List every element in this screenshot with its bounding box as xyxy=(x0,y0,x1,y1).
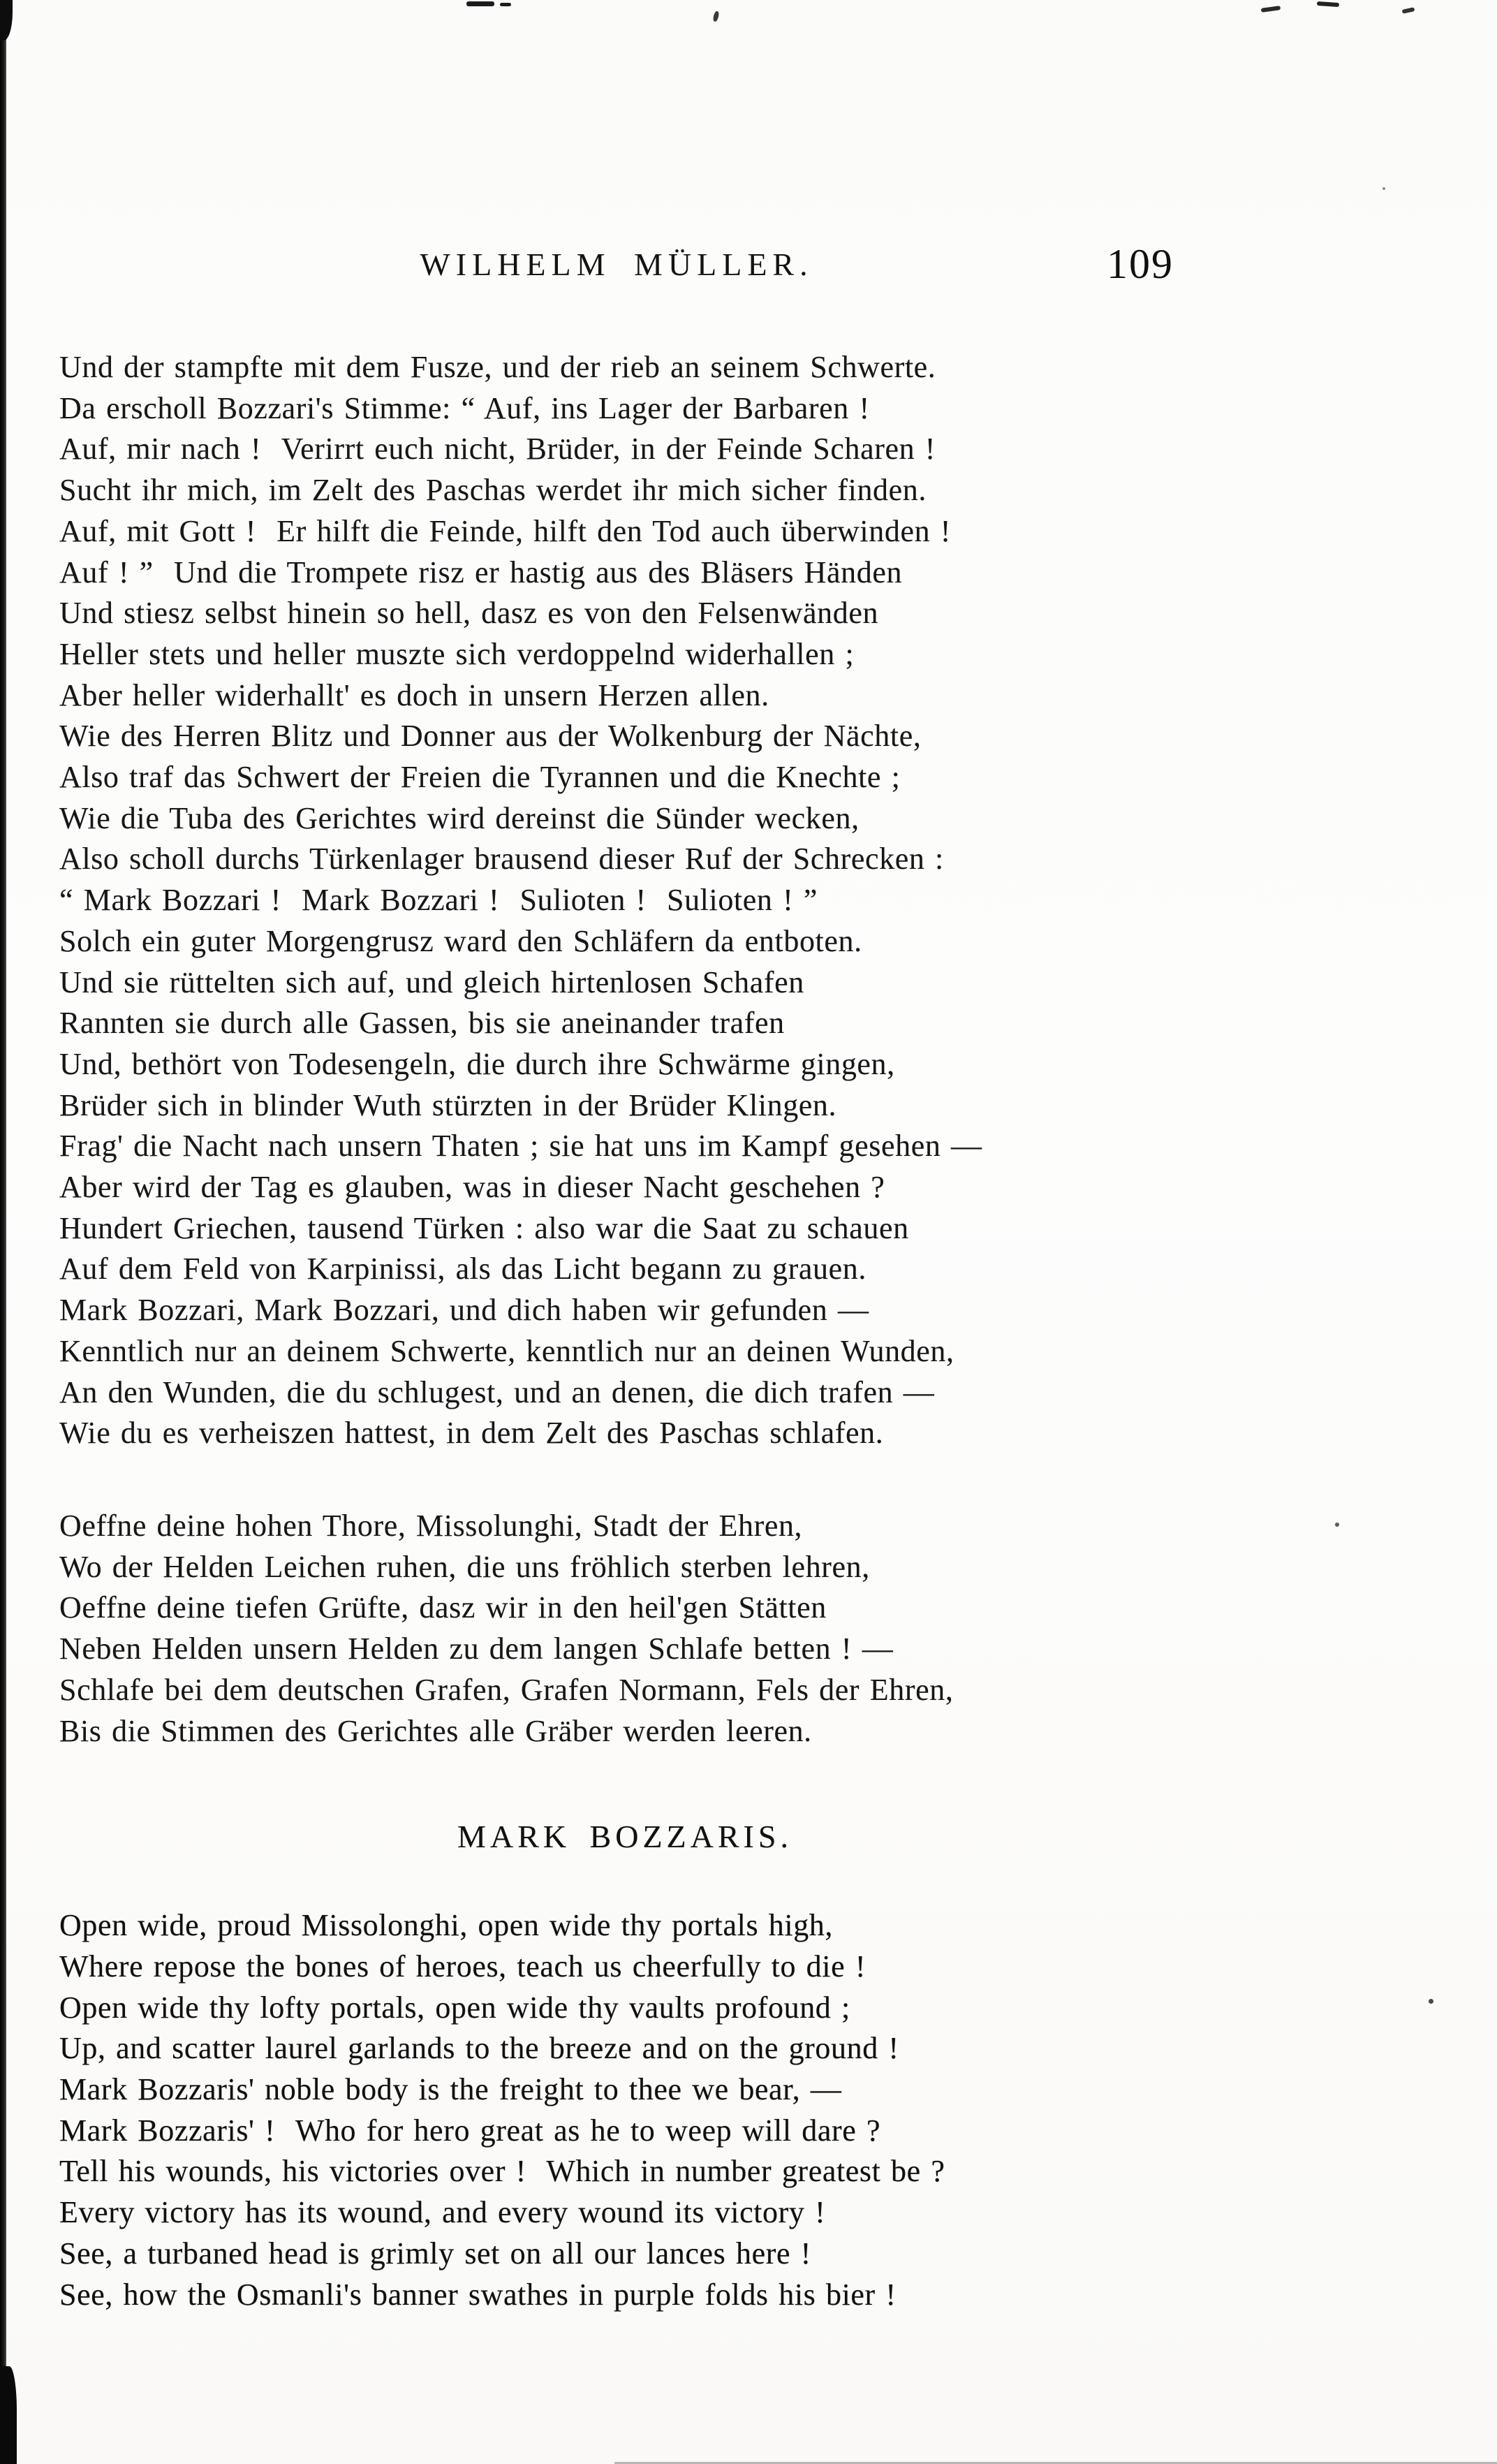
poem-line: Neben Helden unsern Helden zu dem langen Schlafe betten ! — xyxy=(59,1631,894,1666)
page-number: 109 xyxy=(1107,241,1174,287)
poem-line: See, how the Osmanli's banner swathes in purple folds his bier ! xyxy=(59,2277,897,2312)
poem-line: Auf dem Feld von Karpinissi, als das Licht begann zu grauen. xyxy=(59,1252,867,1286)
poem-line: Wie des Herren Blitz und Donner aus der Wolkenburg der Nächte, xyxy=(59,719,922,754)
poem-line: Rannten sie durch alle Gassen, bis sie aneinander trafen xyxy=(59,1006,785,1041)
running-title: WILHELM MÜLLER. xyxy=(420,247,813,282)
poem-line: Aber wird der Tag es glauben, was in dieser Nacht geschehen ? xyxy=(59,1170,885,1205)
poem-line: Where repose the bones of heroes, teach us cheerfully to die ! xyxy=(59,1949,867,1983)
scan-artifact xyxy=(500,3,511,6)
poem-line: An den Wunden, die du schlugest, und an denen, die dich trafen — xyxy=(59,1374,935,1409)
poem-line: Open wide thy lofty portals, open wide thy vaults profound ; xyxy=(59,1990,850,2025)
poem-line: Solch ein guter Morgengrusz ward den Schläfern da entboten. xyxy=(59,923,862,958)
poem-line: Und stiesz selbst hinein so hell, dasz es von den Felsenwänden xyxy=(59,596,879,631)
poem-line: “ Mark Bozzari ! Mark Bozzari ! Sulioten ! Sulioten ! ” xyxy=(59,883,818,918)
poem-line: Oeffne deine tiefen Grüfte, dasz wir in den heil'gen Stätten xyxy=(59,1590,827,1625)
scan-artifact-bottom-left xyxy=(0,2366,17,2464)
poem-line: See, a turbaned head is grimly set on all our lances here ! xyxy=(59,2236,811,2271)
poem-line: Frag' die Nacht nach unsern Thaten ; sie hat uns im Kampf gesehen — xyxy=(59,1129,982,1164)
page-header xyxy=(59,241,1174,287)
text-column xyxy=(59,347,1190,2315)
scan-artifact xyxy=(712,10,719,22)
poem-line: Brüder sich in blinder Wuth stürzten in der Brüder Klingen. xyxy=(59,1087,837,1122)
scan-artifact xyxy=(1261,6,1281,13)
poem-line: Kenntlich nur an deinem Schwerte, kenntlich nur an deinen Wunden, xyxy=(59,1333,954,1368)
poem-line: Oeffne deine hohen Thore, Missolunghi, Stadt der Ehren, xyxy=(59,1508,803,1543)
english-poem xyxy=(59,1905,1190,2315)
poem-line: Da erscholl Bozzari's Stimme: “ Auf, ins Lager der Barbaren ! xyxy=(59,390,870,425)
scan-artifact xyxy=(1317,1,1339,7)
scan-speck xyxy=(1429,1999,1433,2004)
poem-line: Mark Bozzari, Mark Bozzari, und dich haben wir gefunden — xyxy=(59,1293,869,1328)
poem-line: Wie die Tuba des Gerichtes wird dereinst die Sünder wecken, xyxy=(59,800,860,835)
poem-line: Mark Bozzaris' ! Who for hero great as he to weep will dare ? xyxy=(59,2113,881,2148)
german-poem-stanza-1 xyxy=(59,347,1190,1454)
german-poem-stanza-2 xyxy=(59,1506,1190,1752)
poem-line: Also scholl durchs Türkenlager brausend dieser Ruf der Schrecken : xyxy=(59,842,944,877)
poem-title: MARK BOZZARIS. xyxy=(457,1819,792,1855)
poem-line: Hundert Griechen, tausend Türken : also war die Saat zu schauen xyxy=(59,1210,909,1245)
scan-speck xyxy=(1382,187,1385,190)
scan-artifact xyxy=(1402,7,1415,14)
poem-line: Also traf das Schwert der Freien die Tyrannen und die Knechte ; xyxy=(59,760,901,795)
poem-line: Wo der Helden Leichen ruhen, die uns fröhlich sterben lehren, xyxy=(59,1549,870,1584)
poem-line: Und sie rüttelten sich auf, und gleich hirtenlosen Schafen xyxy=(59,965,804,999)
scan-artifact xyxy=(466,1,494,6)
poem-line: Up, and scatter laurel garlands to the breeze and on the ground ! xyxy=(59,2031,899,2066)
poem-line: Sucht ihr mich, im Zelt des Paschas werdet ihr mich sicher finden. xyxy=(59,473,927,508)
poem-line: Open wide, proud Missolonghi, open wide thy portals high, xyxy=(59,1908,833,1943)
poem-line: Und der stampfte mit dem Fusze, und der rieb an seinem Schwerte. xyxy=(59,350,936,384)
scan-edge-strip xyxy=(0,0,6,2464)
poem-line: Every victory has its wound, and every wound its victory ! xyxy=(59,2195,826,2230)
poem-line: Heller stets und heller muszte sich verdoppelnd widerhallen ; xyxy=(59,636,855,671)
poem-line: Schlafe bei dem deutschen Grafen, Grafen Normann, Fels der Ehren, xyxy=(59,1672,954,1707)
poem-line: Bis die Stimmen des Gerichtes alle Gräber werden leeren. xyxy=(59,1713,812,1748)
poem-line: Auf, mit Gott ! Er hilft die Feinde, hilft den Tod auch überwinden ! xyxy=(59,513,952,548)
poem-line: Mark Bozzaris' noble body is the freight to thee we bear, — xyxy=(59,2072,842,2107)
poem-line: Aber heller widerhallt' es doch in unsern Herzen allen. xyxy=(59,677,769,712)
scan-speck xyxy=(1335,1523,1339,1527)
poem-line: Auf, mir nach ! Verirrt euch nicht, Brüder, in der Feinde Scharen ! xyxy=(59,432,936,467)
poem-line: Tell his wounds, his victories over ! Which in number greatest be ? xyxy=(59,2154,945,2189)
poem-line: Wie du es verheiszen hattest, in dem Zelt des Paschas schlafen. xyxy=(59,1416,884,1451)
poem-line: Auf ! ” Und die Trompete risz er hastig aus des Bläsers Händen xyxy=(59,555,903,589)
scan-artifact-top-left xyxy=(0,0,13,41)
poem-line: Und, bethört von Todesengeln, die durch ihre Schwärme gingen, xyxy=(59,1046,895,1081)
